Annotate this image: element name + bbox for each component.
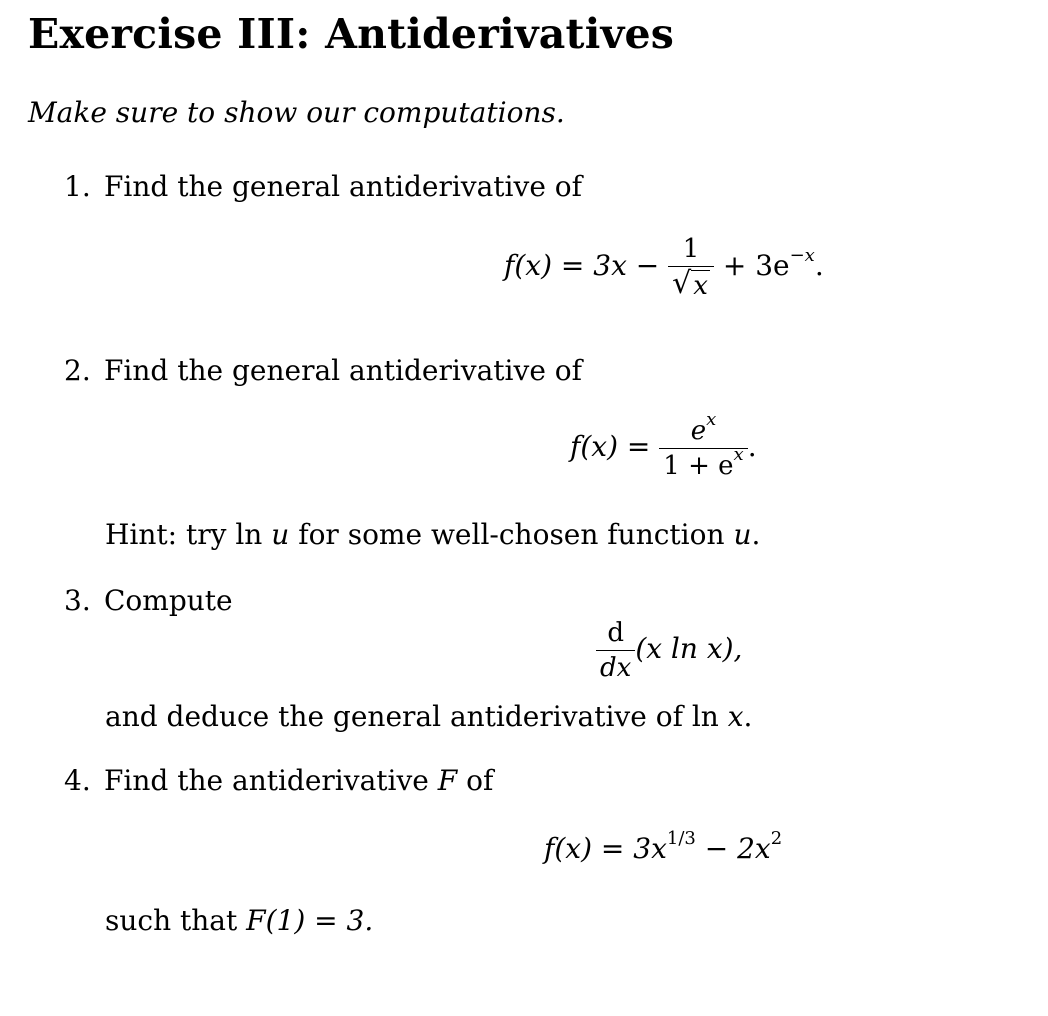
item-4-condition: such that F(1) = 3.	[105, 904, 374, 937]
item-text: Find the general antiderivative of	[104, 354, 583, 387]
item-2-formula	[570, 409, 757, 483]
item-4-prompt: 4. Find the antiderivative F of	[64, 764, 494, 797]
fraction-numerator: 1	[682, 234, 700, 264]
formula-exponent: −x	[789, 245, 815, 266]
fraction-denominator: $1 + e^x$	[659, 448, 747, 483]
instruction-subtitle: Make sure to show our computations.	[28, 96, 565, 129]
formula-fraction	[668, 232, 714, 303]
item-number: 2.	[64, 354, 91, 387]
page-title: Exercise III: Antiderivatives	[28, 10, 675, 58]
item-4-formula: $f(x) = 3x^{1/3} - 2x^2$	[544, 828, 783, 865]
formula-tail: + 3e	[722, 249, 790, 282]
item-1-formula	[504, 232, 824, 303]
item-3-formula	[596, 616, 742, 685]
item-2-hint: Hint: try ln u for some well-chosen function u.	[105, 518, 761, 551]
formula-fraction	[659, 409, 747, 483]
formula-end: .	[747, 430, 757, 463]
item-number: 4.	[64, 764, 91, 797]
item-text: Compute	[104, 584, 233, 617]
derivative-fraction	[596, 616, 635, 685]
fraction-numerator: d	[607, 618, 624, 648]
fraction-denominator	[668, 266, 714, 303]
fraction-denominator: dx	[596, 650, 635, 685]
item-1-prompt	[64, 170, 582, 203]
formula-lhs: f(x) = 3x −	[504, 249, 660, 282]
formula-lhs: f(x) =	[570, 430, 651, 463]
fraction-numerator: $e^x$	[690, 409, 717, 446]
item-2-prompt	[64, 354, 582, 387]
item-number: 1.	[64, 170, 91, 203]
item-3-prompt	[64, 584, 233, 617]
item-text: Find the general antiderivative of	[104, 170, 583, 203]
radicand: x	[693, 271, 708, 301]
formula-end: .	[814, 249, 824, 282]
radical-sign: √	[672, 266, 692, 301]
item-number: 3.	[64, 584, 91, 617]
item-3-followup: and deduce the general antiderivative of ln x.	[105, 700, 753, 733]
derivative-body: (x ln x),	[635, 632, 743, 665]
